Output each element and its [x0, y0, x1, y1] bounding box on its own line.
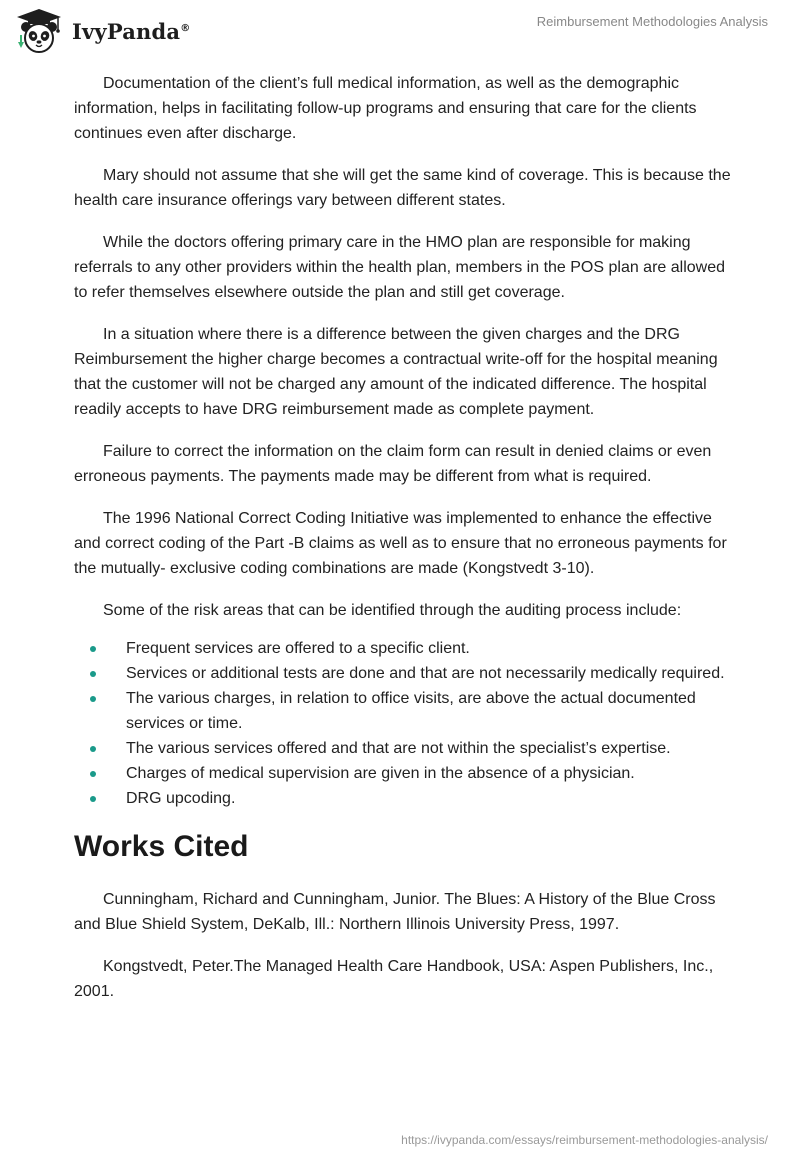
- panda-graduate-icon: [14, 8, 64, 54]
- paragraph: Mary should not assume that she will get the same kind of coverage. This is because the health care insurance offerings vary between different states.: [74, 167, 731, 209]
- paragraph: In a situation where there is a difference between the given charges and the DRG Reimbursement the higher charge becomes a contractual write-off for the hospital meaning that the customer will not be charged any amount of the indicated difference. The hospital readily accepts to have DRG reimbursement made as complete payment.: [74, 326, 718, 418]
- bullet-icon: [90, 796, 96, 802]
- bullet-icon: [90, 646, 96, 652]
- paragraph: Failure to correct the information on the claim form can result in denied claims or even erroneous payments. The payments made may be different from what is required.: [74, 443, 712, 485]
- bullet-icon: [90, 696, 96, 702]
- list-item-text: Services or additional tests are done and that are not necessarily medically required.: [126, 665, 725, 682]
- list-item: [74, 636, 734, 661]
- list-item: [74, 761, 734, 786]
- list-item-text: Frequent services are offered to a specific client.: [126, 640, 470, 657]
- bullet-icon: [90, 746, 96, 752]
- bullet-icon: [90, 671, 96, 677]
- essay-body: [74, 71, 734, 1021]
- works-cited-heading: Works Cited: [74, 830, 249, 863]
- brand-name: IvyPanda®: [72, 18, 191, 44]
- paragraph: Documentation of the client’s full medical information, as well as the demographic information, helps in facilitating follow-up programs and ensuring that care for the clients continues even after discharge.: [74, 75, 697, 142]
- page-header: [0, 0, 800, 60]
- registered-mark: ®: [180, 22, 191, 34]
- paragraph: The 1996 National Correct Coding Initiative was implemented to enhance the effective and correct coding of the Part -B claims as well as to ensure that no erroneous payments for the mutually- exclusive coding combinations are made (Kongstvedt 3-10).: [74, 510, 727, 577]
- bullet-icon: [90, 771, 96, 777]
- source-url[interactable]: https://ivypanda.com/essays/reimbursement-methodologies-analysis/: [401, 1133, 768, 1147]
- paragraph: While the doctors offering primary care in the HMO plan are responsible for making referrals to any other providers within the health plan, members in the POS plan are allowed to refer themselves elsewhere outside the plan and still get coverage.: [74, 234, 726, 301]
- list-item-text: DRG upcoding.: [126, 790, 236, 807]
- list-item: [74, 661, 734, 686]
- list-item-text: The various charges, in relation to office visits, are above the actual documented services or time.: [126, 690, 696, 732]
- risk-areas-list: [74, 636, 734, 811]
- paragraph: Some of the risk areas that can be identified through the auditing process include:: [103, 602, 682, 619]
- list-item: [74, 686, 734, 736]
- citation-entry: Cunningham, Richard and Cunningham, Junior. The Blues: A History of the Blue Cross and Blue Shield System, DeKalb, Ill.: Northern Illinois University Press, 1997.: [74, 891, 716, 933]
- ivypanda-logo[interactable]: [14, 8, 190, 54]
- list-item-text: The various services offered and that are not within the specialist’s expertise.: [126, 740, 671, 757]
- list-item: [74, 736, 734, 761]
- document-title: Reimbursement Methodologies Analysis: [536, 14, 768, 29]
- list-item: [74, 786, 734, 811]
- citation-entry: Kongstvedt, Peter.The Managed Health Care Handbook, USA: Aspen Publishers, Inc., 2001.: [74, 958, 714, 1000]
- list-item-text: Charges of medical supervision are given in the absence of a physician.: [126, 765, 635, 782]
